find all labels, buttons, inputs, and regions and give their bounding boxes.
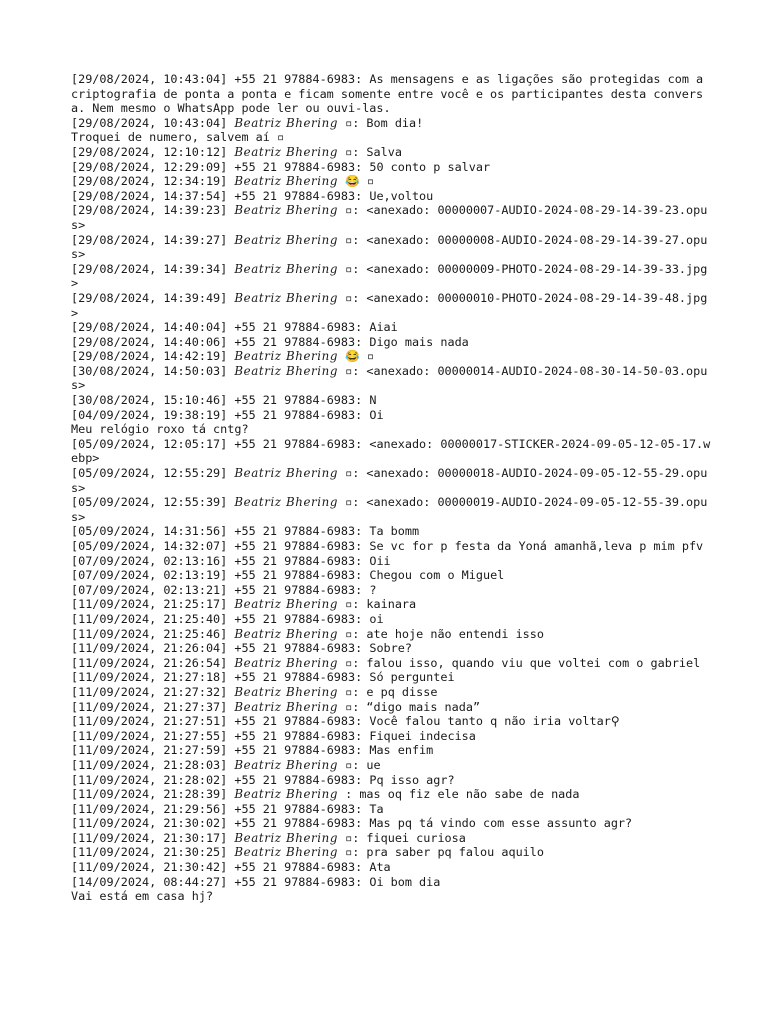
message-sender: Beatriz Bhering <box>234 363 338 378</box>
message-line <box>71 349 711 364</box>
message-sender: +55 21 97884-6983 <box>234 801 356 816</box>
message-sender: Beatriz Bhering <box>234 830 338 845</box>
message-text: Vai está em casa hj? <box>71 889 214 904</box>
message-separator: ▫: <box>338 144 367 159</box>
message-timestamp: [11/09/2024, 21:29:56] <box>71 801 228 816</box>
message-line <box>71 189 711 204</box>
message-timestamp: [04/09/2024, 19:38:19] <box>71 407 228 422</box>
message-line <box>71 393 711 408</box>
message-text: Aiai <box>369 320 398 335</box>
message-timestamp: [07/09/2024, 02:13:16] <box>71 553 228 568</box>
message-separator: : <box>355 816 370 831</box>
message-line <box>71 627 711 642</box>
message-sender: +55 21 97884-6983 <box>234 772 356 787</box>
message-timestamp: [29/08/2024, 14:39:27] <box>71 232 228 247</box>
message-timestamp: [29/08/2024, 14:42:19] <box>71 349 228 364</box>
message-timestamp: [11/09/2024, 21:26:04] <box>71 641 228 656</box>
message-text: ? <box>369 582 377 597</box>
message-timestamp: [11/09/2024, 21:27:32] <box>71 684 228 699</box>
message-line <box>71 116 711 131</box>
message-line <box>71 466 711 495</box>
message-separator: : <box>355 860 370 875</box>
message-line <box>71 130 711 145</box>
message-line <box>71 364 711 393</box>
message-sender: +55 21 97884-6983 <box>234 72 356 86</box>
message-line <box>71 641 711 656</box>
message-timestamp: [29/08/2024, 14:39:34] <box>71 261 228 276</box>
message-separator: : <box>355 772 370 787</box>
message-separator: : <box>355 582 370 597</box>
message-separator: ▫: <box>338 466 367 481</box>
message-separator: : <box>355 641 370 656</box>
message-text: <anexado: 00000008-AUDIO-2024-08-29-14-39-27.opus> <box>71 232 708 262</box>
message-separator: : <box>355 72 370 86</box>
message-sender: Beatriz Bhering <box>234 495 338 510</box>
message-separator: ▫: <box>338 626 367 641</box>
message-separator: : <box>355 393 370 408</box>
message-timestamp: [11/09/2024, 21:30:17] <box>71 830 228 845</box>
message-separator: : <box>355 539 370 553</box>
message-timestamp: [30/08/2024, 15:10:46] <box>71 393 228 408</box>
message-timestamp: [29/08/2024, 10:43:04] <box>71 115 228 130</box>
message-sender: Beatriz Bhering <box>234 684 338 699</box>
message-sender: Beatriz Bhering <box>234 845 338 860</box>
message-text: 😂 ▫ <box>345 174 375 189</box>
message-text: Meu relógio roxo tá cntg? <box>71 422 249 437</box>
message-timestamp: [11/09/2024, 21:30:25] <box>71 845 228 860</box>
message-line <box>71 831 711 846</box>
message-separator: ▫: <box>338 290 367 305</box>
message-line <box>71 773 711 788</box>
message-timestamp: [11/09/2024, 21:27:37] <box>71 699 228 714</box>
message-sender: Beatriz Bhering <box>234 757 338 772</box>
message-sender: Beatriz Bhering <box>234 597 338 612</box>
message-text: Oi bom dia <box>369 874 441 889</box>
message-timestamp: [29/08/2024, 12:10:12] <box>71 144 228 159</box>
message-separator: : <box>338 787 360 802</box>
message-line <box>71 72 711 116</box>
message-separator: ▫: <box>338 115 367 130</box>
message-separator: : <box>355 553 370 568</box>
message-sender: Beatriz Bhering <box>234 232 338 247</box>
message-line <box>71 145 711 160</box>
message-separator: ▫: <box>338 684 367 699</box>
message-line <box>71 685 711 700</box>
message-line <box>71 845 711 860</box>
message-text: “digo mais nada” <box>366 699 481 714</box>
message-separator: ▫: <box>338 699 367 714</box>
message-line <box>71 670 711 685</box>
message-timestamp: [14/09/2024, 08:44:27] <box>71 874 228 889</box>
message-line <box>71 203 711 232</box>
message-text: Troquei de numero, salvem aí ▫ <box>71 130 285 145</box>
message-text: pra saber pq falou aquilo <box>366 845 544 860</box>
message-separator: ▫: <box>338 757 367 772</box>
message-text: Digo mais nada <box>369 334 469 349</box>
message-line <box>71 597 711 612</box>
message-separator: : <box>355 743 370 758</box>
message-text: Mas pq tá vindo com esse assunto agr? <box>369 816 633 831</box>
message-separator: ▫: <box>338 203 367 218</box>
message-text: Ta <box>369 801 384 816</box>
message-separator: : <box>355 320 370 335</box>
message-line <box>71 656 711 671</box>
message-timestamp: [07/09/2024, 02:13:19] <box>71 568 228 583</box>
message-sender: Beatriz Bhering <box>234 466 338 481</box>
message-timestamp: [05/09/2024, 12:55:39] <box>71 495 228 510</box>
message-timestamp: [29/08/2024, 12:34:19] <box>71 174 228 189</box>
message-text: e pq disse <box>366 684 438 699</box>
message-text: 😂 ▫ <box>345 349 375 364</box>
message-separator: ▫: <box>338 363 367 378</box>
message-text: Sobre? <box>369 641 412 656</box>
message-sender: Beatriz Bhering <box>234 144 338 159</box>
message-separator: : <box>355 670 370 685</box>
message-line <box>71 320 711 335</box>
message-line <box>71 174 711 189</box>
message-timestamp: [11/09/2024, 21:30:42] <box>71 860 228 875</box>
message-line <box>71 612 711 627</box>
message-text: oi <box>369 611 384 626</box>
message-text: 50 conto p salvar <box>369 159 491 174</box>
message-separator: ▫: <box>338 845 367 860</box>
message-text: Chegou com o Miguel <box>369 568 505 583</box>
message-line <box>71 889 711 904</box>
message-text: N <box>369 393 377 408</box>
message-text: ue <box>366 757 381 772</box>
message-separator: : <box>355 436 370 451</box>
message-text: falou isso, quando viu que voltei com o gabriel <box>366 655 701 670</box>
message-line <box>71 743 711 758</box>
message-line <box>71 729 711 744</box>
message-sender: Beatriz Bhering <box>234 174 338 189</box>
message-text: Você falou tanto q não iria voltar⚲ <box>369 714 620 729</box>
message-timestamp: [05/09/2024, 12:05:17] <box>71 436 228 451</box>
message-line <box>71 539 711 554</box>
message-text: Ue,voltou <box>369 188 434 203</box>
message-separator: : <box>355 407 370 422</box>
message-text: Fiquei indecisa <box>369 728 476 743</box>
chat-transcript <box>71 72 711 904</box>
message-timestamp: [11/09/2024, 21:27:59] <box>71 743 228 758</box>
message-sender: +55 21 97884-6983 <box>234 611 356 626</box>
message-line <box>71 583 711 598</box>
message-separator: : <box>355 159 370 174</box>
message-sender: +55 21 97884-6983 <box>234 320 356 335</box>
message-line <box>71 437 711 466</box>
message-timestamp: [30/08/2024, 14:50:03] <box>71 363 228 378</box>
message-text: Pq isso agr? <box>369 772 455 787</box>
message-text: Se vc for p festa da Yoná amanhã,leva p mim pfv <box>369 539 704 553</box>
message-text: As mensagens e as ligações são protegidas com a criptografia de ponta a ponta e ficam somente entre você e os participantes desta conversa. Nem mesmo o WhatsApp pode ler ou ouvi-las. <box>71 72 711 116</box>
message-sender: Beatriz Bhering <box>234 203 338 218</box>
message-separator: ▫: <box>338 232 367 247</box>
message-separator: : <box>355 801 370 816</box>
message-text: Ata <box>369 860 391 875</box>
message-separator: : <box>355 188 370 203</box>
message-separator: ▫: <box>338 495 367 510</box>
message-sender: +55 21 97884-6983 <box>234 568 356 583</box>
message-sender: +55 21 97884-6983 <box>234 159 356 174</box>
message-timestamp: [11/09/2024, 21:28:02] <box>71 772 228 787</box>
message-timestamp: [29/08/2024, 10:43:04] <box>71 72 228 86</box>
message-sender: +55 21 97884-6983 <box>234 641 356 656</box>
message-line <box>71 700 711 715</box>
message-sender: +55 21 97884-6983 <box>234 743 356 758</box>
message-separator: ▫: <box>338 830 367 845</box>
message-text: Mas enfim <box>369 743 434 758</box>
message-text: Só perguntei <box>369 670 455 685</box>
message-timestamp: [05/09/2024, 14:32:07] <box>71 539 228 553</box>
message-timestamp: [29/08/2024, 12:29:09] <box>71 159 228 174</box>
message-sender: Beatriz Bhering <box>234 626 338 641</box>
message-sender: +55 21 97884-6983 <box>234 860 356 875</box>
message-sender: +55 21 97884-6983 <box>234 436 356 451</box>
message-separator: : <box>355 874 370 889</box>
message-timestamp: [29/08/2024, 14:40:06] <box>71 334 228 349</box>
message-separator: ▫: <box>338 655 367 670</box>
message-line <box>71 787 711 802</box>
message-line <box>71 802 711 817</box>
message-timestamp: [11/09/2024, 21:26:54] <box>71 655 228 670</box>
message-line <box>71 495 711 524</box>
message-text: fiquei curiosa <box>366 830 466 845</box>
message-line <box>71 568 711 583</box>
message-text: Oii <box>369 553 391 568</box>
message-separator: : <box>355 524 370 539</box>
message-line <box>71 554 711 569</box>
message-text: <anexado: 00000009-PHOTO-2024-08-29-14-39-33.jpg> <box>71 261 708 291</box>
message-sender: Beatriz Bhering <box>234 787 338 802</box>
message-text: Oi <box>369 407 384 422</box>
message-sender: +55 21 97884-6983 <box>234 670 356 685</box>
message-timestamp: [29/08/2024, 14:39:49] <box>71 290 228 305</box>
message-sender: Beatriz Bhering <box>234 261 338 276</box>
message-text: kainara <box>366 597 417 612</box>
message-timestamp: [11/09/2024, 21:25:40] <box>71 611 228 626</box>
message-text: <anexado: 00000010-PHOTO-2024-08-29-14-39-48.jpg> <box>71 290 708 320</box>
message-text: <anexado: 00000019-AUDIO-2024-09-05-12-55-39.opus> <box>71 495 708 524</box>
message-separator: : <box>355 714 370 729</box>
message-sender: +55 21 97884-6983 <box>234 728 356 743</box>
message-sender: +55 21 97884-6983 <box>234 407 356 422</box>
message-sender: +55 21 97884-6983 <box>234 334 356 349</box>
message-separator: : <box>355 568 370 583</box>
message-sender: Beatriz Bhering <box>234 115 338 130</box>
message-timestamp: [05/09/2024, 14:31:56] <box>71 524 228 539</box>
message-separator: : <box>355 334 370 349</box>
message-line <box>71 758 711 773</box>
message-sender: Beatriz Bhering <box>234 699 338 714</box>
message-sender: +55 21 97884-6983 <box>234 393 356 408</box>
message-timestamp: [05/09/2024, 12:55:29] <box>71 466 228 481</box>
message-sender: +55 21 97884-6983 <box>234 524 356 539</box>
message-line <box>71 291 711 320</box>
message-text: <anexado: 00000014-AUDIO-2024-08-30-14-50-03.opus> <box>71 363 708 393</box>
message-line <box>71 422 711 437</box>
message-line <box>71 524 711 539</box>
message-line <box>71 262 711 291</box>
message-text: Ta bomm <box>369 524 420 539</box>
message-sender: +55 21 97884-6983 <box>234 874 356 889</box>
message-timestamp: [11/09/2024, 21:30:02] <box>71 816 228 831</box>
message-line <box>71 408 711 423</box>
message-line <box>71 816 711 831</box>
message-separator: : <box>355 611 370 626</box>
message-text: <anexado: 00000007-AUDIO-2024-08-29-14-39-23.opus> <box>71 203 708 232</box>
message-separator: ▫: <box>338 261 367 276</box>
message-timestamp: [11/09/2024, 21:28:03] <box>71 757 228 772</box>
message-line <box>71 335 711 350</box>
message-timestamp: [11/09/2024, 21:25:17] <box>71 597 228 612</box>
message-sender: +55 21 97884-6983 <box>234 582 356 597</box>
message-line <box>71 233 711 262</box>
message-separator: ▫: <box>338 597 367 612</box>
message-line <box>71 875 711 890</box>
message-line <box>71 860 711 875</box>
message-timestamp: [11/09/2024, 21:25:46] <box>71 626 228 641</box>
message-sender: +55 21 97884-6983 <box>234 816 356 831</box>
message-line <box>71 160 711 175</box>
message-sender: Beatriz Bhering <box>234 655 338 670</box>
message-sender: +55 21 97884-6983 <box>234 188 356 203</box>
message-timestamp: [07/09/2024, 02:13:21] <box>71 582 228 597</box>
message-timestamp: [11/09/2024, 21:27:51] <box>71 714 228 729</box>
message-sender: Beatriz Bhering <box>234 349 338 364</box>
message-separator: : <box>355 728 370 743</box>
message-text: Bom dia! <box>366 115 424 130</box>
message-sender: Beatriz Bhering <box>234 290 338 305</box>
message-text: <anexado: 00000017-STICKER-2024-09-05-12-05-17.webp> <box>71 436 711 466</box>
message-line <box>71 714 711 729</box>
message-timestamp: [29/08/2024, 14:37:54] <box>71 188 228 203</box>
message-timestamp: [29/08/2024, 14:40:04] <box>71 320 228 335</box>
message-sender: +55 21 97884-6983 <box>234 553 356 568</box>
message-text: mas oq fiz ele não sabe de nada <box>359 787 580 802</box>
message-sender: +55 21 97884-6983 <box>234 714 356 729</box>
message-sender: +55 21 97884-6983 <box>234 539 356 553</box>
message-timestamp: [29/08/2024, 14:39:23] <box>71 203 228 218</box>
message-text: <anexado: 00000018-AUDIO-2024-09-05-12-55-29.opus> <box>71 466 708 495</box>
message-text: Salva <box>366 144 402 159</box>
message-timestamp: [11/09/2024, 21:28:39] <box>71 787 228 802</box>
message-text: ate hoje não entendi isso <box>366 626 544 641</box>
message-timestamp: [11/09/2024, 21:27:18] <box>71 670 228 685</box>
message-timestamp: [11/09/2024, 21:27:55] <box>71 728 228 743</box>
